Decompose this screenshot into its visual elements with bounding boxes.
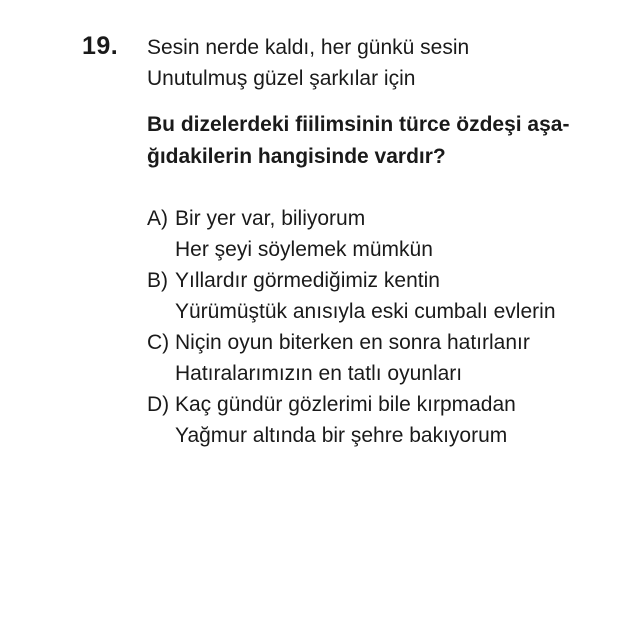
option-a[interactable] — [147, 203, 556, 265]
question-stem — [147, 109, 569, 173]
question-stem-line-1: Bu dizelerdeki fiilimsinin türce özdeşi aşa- — [147, 113, 570, 136]
option-d-letter: D) — [147, 393, 170, 416]
verse — [147, 32, 469, 94]
question-number: 19. — [82, 32, 119, 60]
option-c-line-2: Hatıralarımızın en tatlı oyunları — [175, 362, 463, 385]
question-stem-line-2: ğıdakilerin hangisinde vardır? — [147, 145, 446, 168]
option-b-letter: B) — [147, 269, 168, 292]
answer-options — [147, 203, 556, 451]
option-b[interactable] — [147, 265, 556, 327]
option-c-line-1: Niçin oyun biterken en sonra hatırlanır — [175, 331, 530, 354]
option-d-line-2: Yağmur altında bir şehre bakıyorum — [175, 424, 508, 447]
verse-line-2: Unutulmuş güzel şarkılar için — [147, 67, 416, 90]
option-c-letter: C) — [147, 331, 170, 354]
option-c[interactable] — [147, 327, 556, 389]
option-d-line-1: Kaç gündür gözlerimi bile kırpmadan — [175, 393, 516, 416]
verse-line-1: Sesin nerde kaldı, her günkü sesin — [147, 36, 470, 59]
option-a-line-1: Bir yer var, biliyorum — [175, 207, 366, 230]
option-a-letter: A) — [147, 207, 168, 230]
option-b-line-1: Yıllardır görmediğimiz kentin — [175, 269, 440, 292]
option-b-line-2: Yürümüştük anısıyla eski cumbalı evlerin — [175, 300, 556, 323]
option-a-line-2: Her şeyi söylemek mümkün — [175, 238, 433, 261]
option-d[interactable] — [147, 389, 556, 451]
